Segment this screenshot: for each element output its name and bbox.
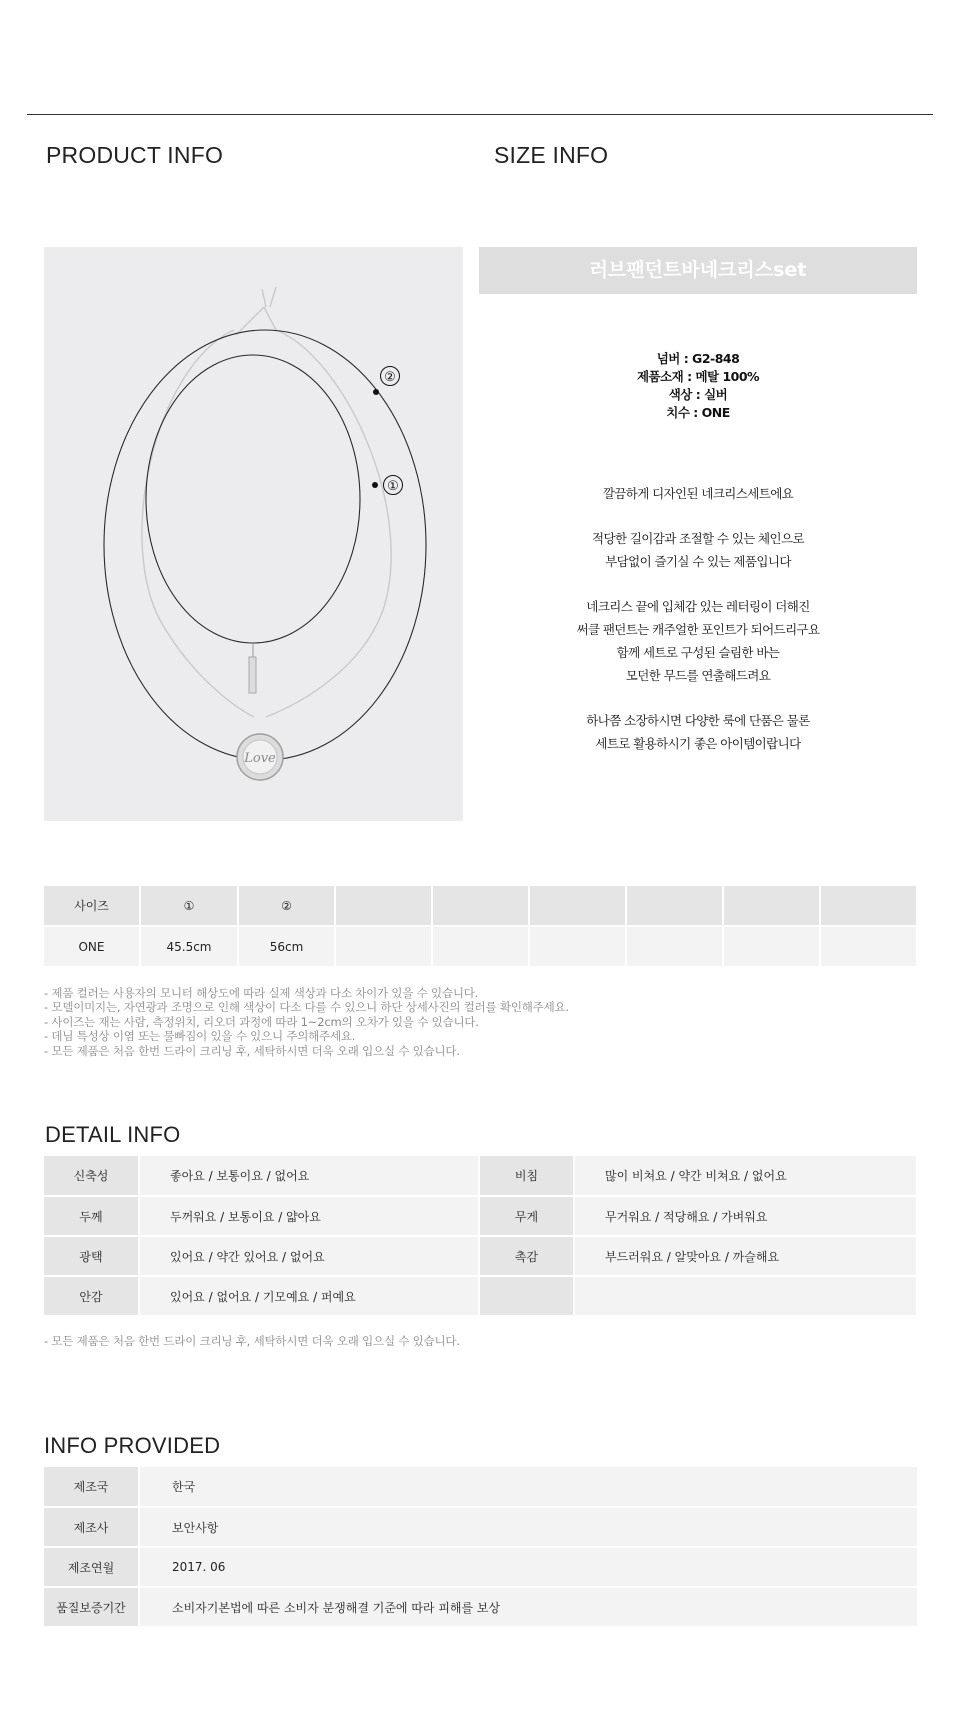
- description-line: 네크리스 끝에 입체감 있는 레터링이 더해진: [586, 599, 810, 615]
- size-cell: 45.5cm: [140, 926, 238, 966]
- detail-row: [44, 1196, 917, 1236]
- detail-label: 신축성: [44, 1156, 139, 1196]
- size-cell: [723, 926, 820, 966]
- size-note: - 데님 특성상 이염 또는 물빠짐이 있을 수 있으니 주의해주세요.: [44, 1029, 356, 1044]
- detail-value: 있어요 / 약간 있어요 / 없어요: [139, 1236, 479, 1276]
- detail-row: [44, 1156, 917, 1196]
- detail-label: [479, 1276, 574, 1316]
- detail-info-heading: DETAIL INFO: [45, 1122, 181, 1147]
- description-line: [479, 506, 917, 529]
- detail-label: 촉감: [479, 1236, 574, 1276]
- detail-row: [44, 1236, 917, 1276]
- spec-size: 치수 : ONE: [666, 405, 730, 420]
- provided-value: 2017. 06: [139, 1547, 917, 1587]
- provided-row: [44, 1587, 917, 1627]
- product-photo: [44, 247, 463, 821]
- detail-label: 무게: [479, 1196, 574, 1236]
- size-cell: ONE: [44, 926, 140, 966]
- size-cell: [820, 926, 917, 966]
- description-line: [479, 687, 917, 710]
- product-name-bar: 러브팬던트바네크리스set: [479, 247, 917, 294]
- info-provided-heading: INFO PROVIDED: [44, 1433, 221, 1458]
- provided-label: 제조연월: [44, 1547, 139, 1587]
- size-notes: [44, 986, 569, 1058]
- silver-chains: [142, 287, 391, 717]
- product-description: [479, 483, 917, 755]
- size-cell: 56cm: [238, 926, 335, 966]
- size-header-cell: [529, 886, 626, 926]
- size-note: - 모델이미지는, 자연광과 조명으로 인해 색상이 다소 다를 수 있으니 하단 상세사진의 컬러를 확인해주세요.: [44, 1000, 569, 1015]
- size-header-cell: ①: [140, 886, 238, 926]
- marker-2-label: ②: [384, 369, 396, 384]
- size-cell: [432, 926, 529, 966]
- detail-label: 비침: [479, 1156, 574, 1196]
- necklace-illustration: [44, 247, 463, 821]
- size-info-heading: SIZE INFO: [494, 142, 609, 168]
- detail-label: 두께: [44, 1196, 139, 1236]
- provided-label: 제조사: [44, 1507, 139, 1547]
- necklace-outer-wire: [104, 330, 426, 760]
- spec-color: 색상 : 실버: [668, 387, 728, 402]
- size-table-header: [44, 886, 917, 926]
- marker-1-label: ①: [387, 478, 399, 493]
- description-line: 하나쯤 소장하시면 다양한 룩에 단품은 물론: [586, 712, 810, 728]
- size-header-cell: [432, 886, 529, 926]
- description-line: 부담없이 즐기실 수 있는 제품입니다: [605, 554, 791, 570]
- size-cell: [335, 926, 432, 966]
- detail-value: 있어요 / 없어요 / 기모예요 / 퍼예요: [139, 1276, 479, 1316]
- description-line: 세트로 활용하시기 좋은 아이템이랍니다: [595, 735, 801, 751]
- provided-table: [44, 1467, 917, 1628]
- size-header-cell: [626, 886, 723, 926]
- size-note: - 모든 제품은 처음 한번 드라이 크리닝 후, 세탁하시면 더욱 오래 입으실 수 있습니다.: [44, 1043, 460, 1058]
- detail-table: [44, 1156, 918, 1317]
- size-cell: [529, 926, 626, 966]
- description-line: 함께 세트로 구성된 슬림한 바는: [616, 644, 780, 660]
- size-header-cell: [820, 886, 917, 926]
- description-line: 써클 팬던트는 캐주얼한 포인트가 되어드리구요: [576, 622, 820, 638]
- size-header-cell: [723, 886, 820, 926]
- necklace-inner-wire: [146, 355, 360, 643]
- size-table-row: [44, 926, 917, 966]
- detail-value: [574, 1276, 917, 1316]
- product-specs: [479, 350, 917, 422]
- size-cell: [626, 926, 723, 966]
- size-note: - 제품 컬러는 사용자의 모니터 해상도에 따라 실제 색상과 다소 차이가 있을 수 있습니다.: [44, 986, 479, 1000]
- detail-note: - 모든 제품은 처음 한번 드라이 크리닝 후, 세탁하시면 더욱 오래 입으실 수 있습니다.: [44, 1334, 460, 1348]
- provided-row: [44, 1467, 917, 1507]
- product-info-heading: PRODUCT INFO: [46, 142, 224, 168]
- provided-label: 제조국: [44, 1467, 139, 1507]
- description-line: 깔끔하게 디자인된 네크리스세트에요: [602, 486, 794, 501]
- detail-value: 두꺼워요 / 보통이요 / 얇아요: [139, 1196, 479, 1236]
- description-line: 모던한 무드를 연출해드려요: [625, 667, 771, 683]
- bar-pendant: [249, 657, 256, 693]
- provided-value: 소비자기본법에 따른 소비자 분쟁해결 기준에 따라 피해를 보상: [139, 1587, 917, 1627]
- size-header-cell: [335, 886, 432, 926]
- detail-label: 광택: [44, 1236, 139, 1276]
- description-line: 적당한 길이감과 조절할 수 있는 체인으로: [592, 531, 804, 547]
- provided-value: 보안사항: [139, 1507, 917, 1547]
- detail-value: 부드러워요 / 알맞아요 / 까슬해요: [574, 1236, 917, 1276]
- pendant-lettering: Love: [244, 751, 276, 766]
- provided-label: 품질보증기간: [44, 1587, 139, 1627]
- provided-value: 한국: [139, 1467, 917, 1507]
- description-line: [479, 574, 917, 597]
- detail-value: 좋아요 / 보통이요 / 없어요: [139, 1156, 479, 1196]
- spec-number: 넘버 : G2-848: [656, 351, 740, 366]
- detail-value: 많이 비쳐요 / 약간 비쳐요 / 없어요: [574, 1156, 917, 1196]
- size-table: [44, 886, 918, 966]
- detail-value: 무거워요 / 적당해요 / 가벼워요: [574, 1196, 917, 1236]
- top-divider: [27, 114, 933, 115]
- provided-row: [44, 1507, 917, 1547]
- size-header-cell: ②: [238, 886, 335, 926]
- size-note: - 사이즈는 재는 사람, 측정위치, 리오더 과정에 따라 1~2cm의 오차가 있을 수 있습니다.: [44, 1014, 479, 1029]
- size-header-cell: 사이즈: [44, 886, 140, 926]
- spec-material: 제품소재 : 메탈 100%: [636, 369, 760, 384]
- detail-row: [44, 1276, 917, 1316]
- detail-label: 안감: [44, 1276, 139, 1316]
- provided-row: [44, 1547, 917, 1587]
